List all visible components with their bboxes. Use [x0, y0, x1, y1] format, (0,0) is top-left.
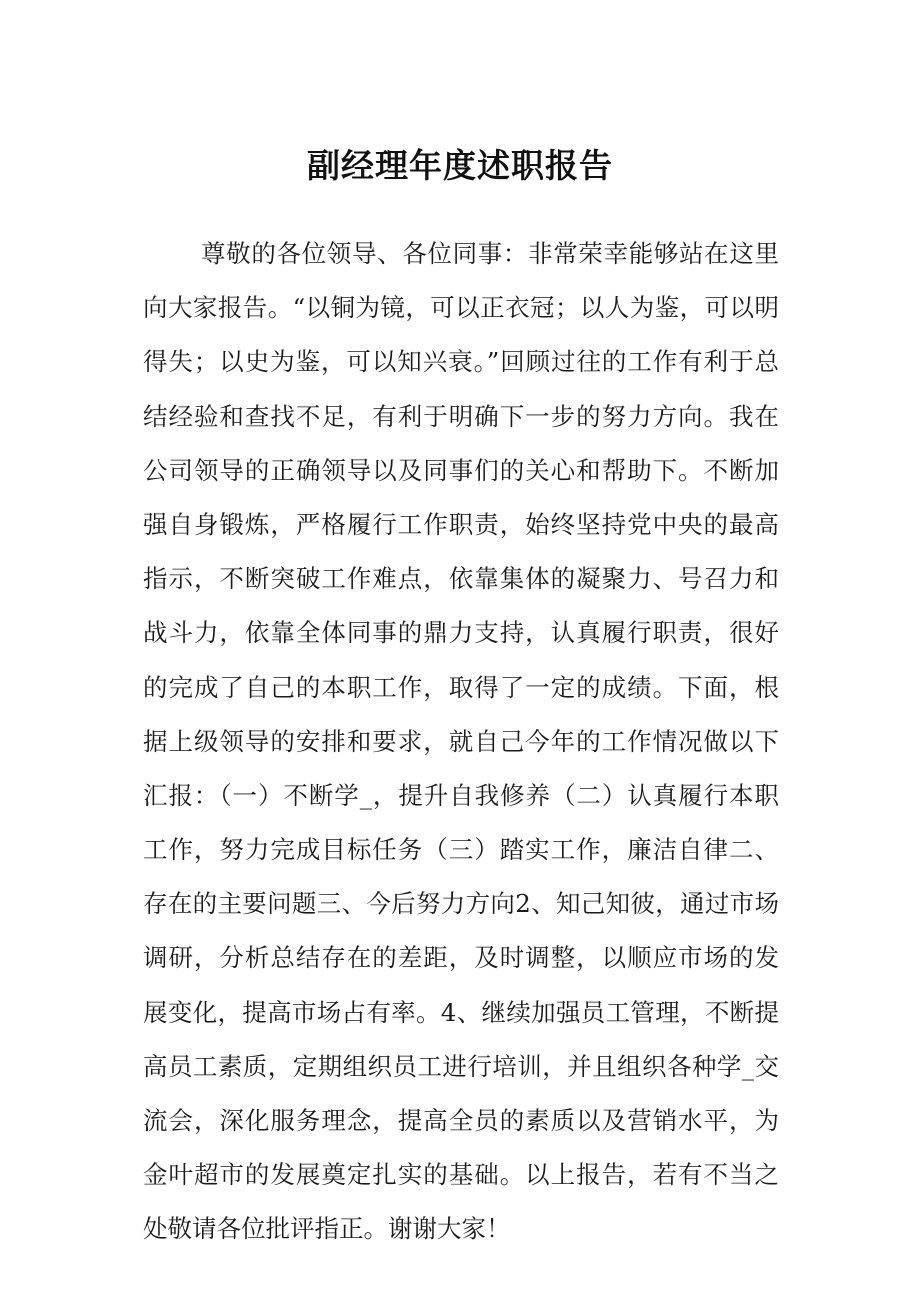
body-line: 存在的主要问题三、今后努力方向2、知己知彼，通过市场 [143, 889, 779, 919]
body-line: 调研，分析总结存在的差距，及时调整，以顺应市场的发 [143, 943, 779, 973]
body-line: 公司领导的正确领导以及同事们的关心和帮助下。不断加 [143, 455, 779, 485]
body-line: 处敬请各位批评指正。谢谢大家！ [143, 1214, 511, 1244]
body-line: 得失；以史为鉴，可以知兴衰。”回顾过往的工作有利于总 [143, 347, 779, 377]
document-title: 副经理年度述职报告 [307, 146, 613, 185]
body-line: 结经验和查找不足，有利于明确下一步的努力方向。我在 [143, 401, 779, 431]
body-line: 展变化，提高市场占有率。4、继续加强员工管理，不断提 [143, 997, 779, 1027]
body-line: 工作，努力完成目标任务（三）踏实工作，廉洁自律二、 [143, 835, 779, 865]
document-body [143, 227, 779, 1257]
body-line: 高员工素质，定期组织员工进行培训，并且组织各种学_交 [143, 1051, 779, 1081]
body-line: 据上级领导的安排和要求，就自己今年的工作情况做以下 [143, 726, 779, 756]
body-line: 向大家报告。“以铜为镜，可以正衣冠；以人为鉴，可以明 [143, 293, 779, 323]
body-line: 指示，不断突破工作难点，依靠集体的凝聚力、号召力和 [143, 564, 779, 594]
body-line: 流会，深化服务理念，提高全员的素质以及营销水平，为 [143, 1106, 779, 1135]
body-line: 尊敬的各位领导、各位同事：非常荣幸能够站在这里 [201, 239, 779, 268]
body-line: 汇报：（一）不断学_，提升自我修养（二）认真履行本职 [143, 780, 779, 810]
body-line: 金叶超市的发展奠定扎实的基础。以上报告，若有不当之 [143, 1160, 779, 1190]
body-line: 强自身锻炼，严格履行工作职责，始终坚持党中央的最高 [143, 509, 779, 539]
body-line: 的完成了自己的本职工作，取得了一定的成绩。下面，根 [143, 672, 779, 702]
body-line: 战斗力，依靠全体同事的鼎力支持，认真履行职责，很好 [143, 618, 779, 648]
